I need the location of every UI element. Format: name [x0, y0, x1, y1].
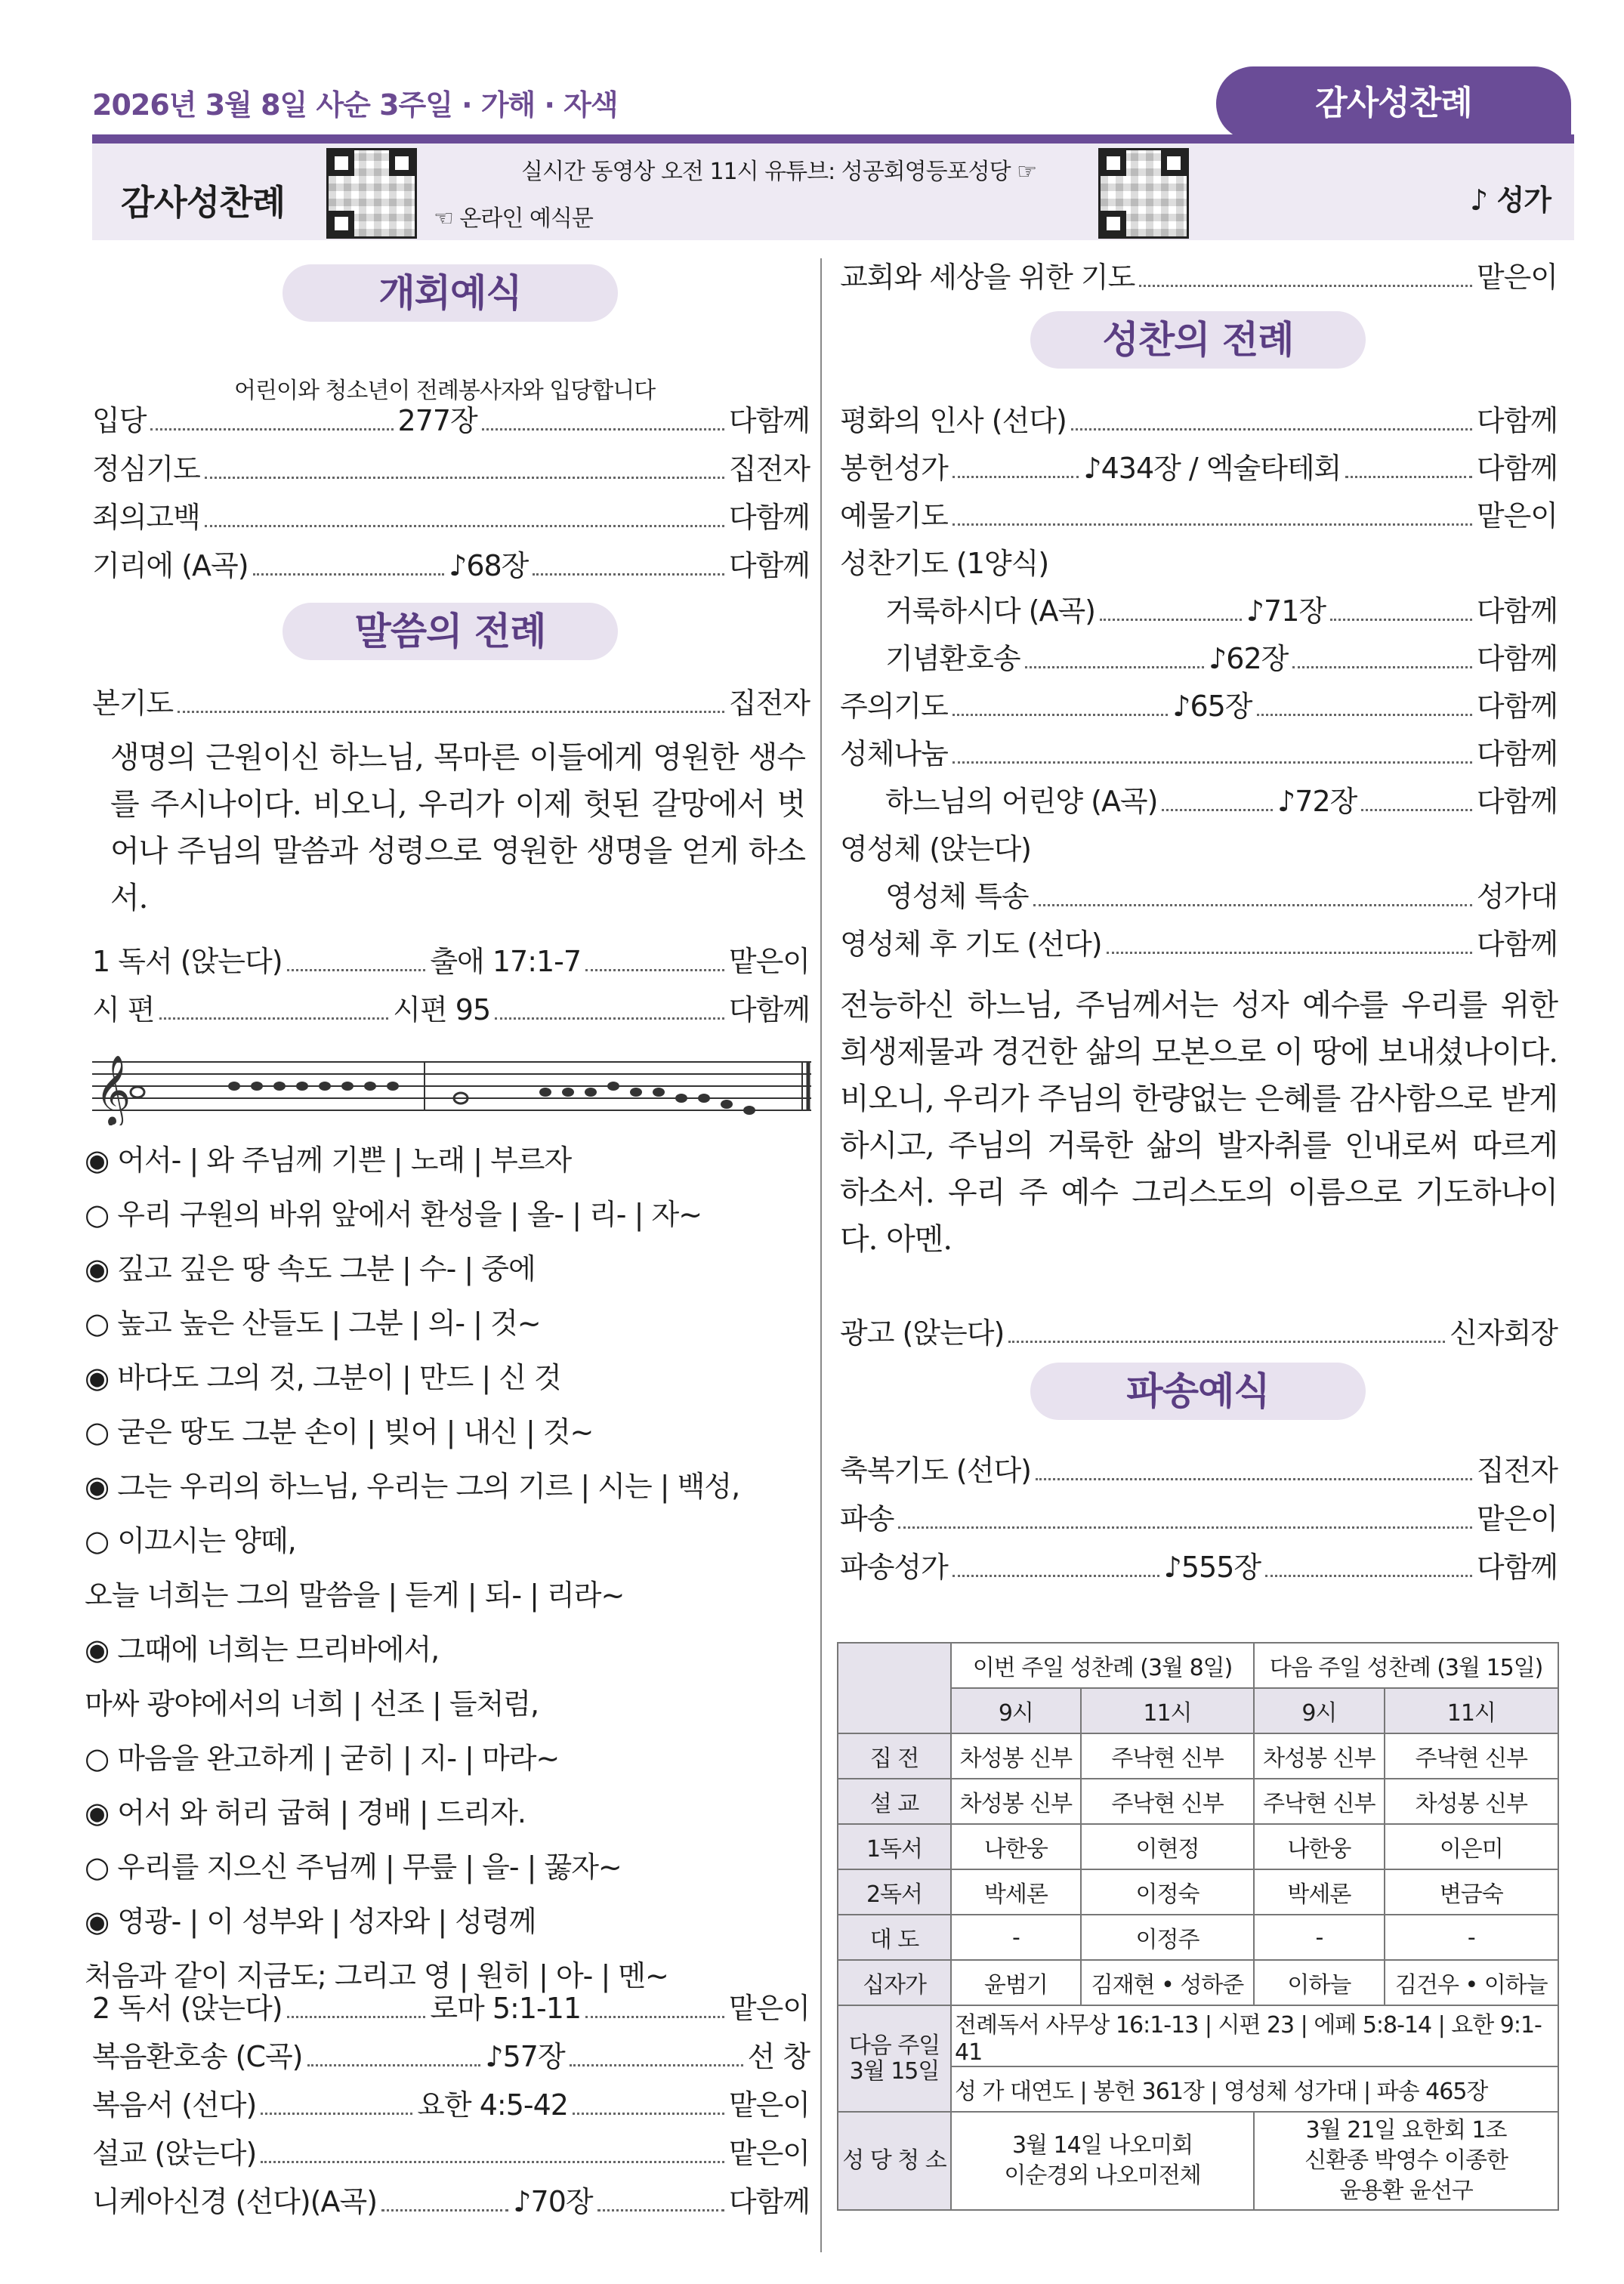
table-cell: 주낙현 신부	[1081, 1733, 1254, 1779]
row-role: 다함께	[728, 549, 810, 582]
table-cell: 주낙현 신부	[1081, 1779, 1254, 1824]
psalm-line: ◉ 바다도 그의 것, 그분이 | 만드 | 신 것	[85, 1361, 561, 1394]
table-cell: 주낙현 신부	[1254, 1779, 1384, 1824]
row-role-label: 1독서	[838, 1824, 951, 1869]
time-cell: 11시	[1385, 1688, 1558, 1733]
collect-prayer: 생명의 근원이신 하느님, 목마른 이들에게 영원한 생수를 주시나이다. 비오니, 우리가 이제 헛된 갈망에서 벗어나 주님의 말씀과 성령으로 영원한 생명을 얻게 하소서.	[110, 740, 805, 915]
row-role-label: 십자가	[838, 1960, 951, 2005]
table-row	[838, 1779, 1558, 1824]
row-role: 맡은이	[1476, 261, 1558, 294]
row-role: 다함께	[1476, 452, 1558, 485]
dot-leader	[261, 2140, 724, 2163]
dot-leader	[482, 408, 724, 431]
row-role: 맡은이	[728, 1992, 810, 2025]
dot-leader	[533, 553, 724, 576]
dot-leader	[1292, 646, 1472, 668]
dot-leader	[1025, 646, 1205, 668]
psalm-line: ◉ 어서 와 허리 굽혀 | 경배 | 드리자.	[85, 1796, 526, 1829]
liturgy-row	[92, 943, 810, 980]
dot-leader	[205, 456, 724, 479]
psalm-line: ◉ 깊고 깊은 땅 속도 그분 | 수- | 중에	[85, 1252, 536, 1286]
dot-leader	[287, 1995, 426, 2018]
psalm-line: ◉ 영광- | 이 성부와 | 성자와 | 성령께	[85, 1905, 536, 1938]
qr-code-icon[interactable]	[326, 148, 417, 239]
column-divider	[820, 258, 822, 2252]
liturgy-row	[92, 1989, 810, 2027]
dot-leader	[1071, 408, 1472, 431]
cleaning-group: 3월 14일 나오미회	[1011, 2132, 1193, 2159]
dot-leader	[205, 505, 724, 527]
dot-leader	[1033, 884, 1472, 906]
row-hymn: ♪434장 / 엑술타테회	[1083, 452, 1341, 485]
hymns-cell: 성 가 대연도 | 봉헌 361장 | 영성체 성가대 | 파송 465장	[951, 2066, 1558, 2112]
row-label: 복음서 (선다)	[92, 2088, 257, 2122]
intercession-row	[840, 258, 1558, 296]
row-label: 성찬기도 (1양식)	[840, 547, 1049, 580]
cleaning-group: 3월 21일 요한회 1조	[1305, 2117, 1507, 2144]
collect-row	[92, 684, 810, 722]
row-role: 다함께	[1476, 690, 1558, 723]
dot-leader	[570, 2044, 743, 2066]
cleaning-label: 성 당 청 소	[838, 2112, 951, 2210]
table-row	[838, 1915, 1558, 1960]
row-label: 광고 (앉는다)	[840, 1316, 1005, 1350]
psalm-line: ○ 이끄시는 양떼,	[85, 1524, 296, 1557]
row-label: 봉헌성가	[840, 452, 948, 485]
row-role: 맡은이	[1476, 499, 1558, 532]
liturgy-row	[92, 2086, 810, 2124]
table-cell: 이은미	[1385, 1824, 1558, 1869]
table-cell: 박세론	[1254, 1869, 1384, 1915]
live-stream-text: 실시간 동영상 오전 11시 유튜브: 성공회영등포성당 ☞	[521, 159, 1036, 185]
psalm-line: ○ 우리를 지으신 주님께 | 무릎 | 을- | 꿇자~	[85, 1850, 622, 1884]
table-row	[838, 1824, 1558, 1869]
dot-leader	[261, 2092, 412, 2115]
liturgy-row	[92, 991, 810, 1029]
row-label: 하느님의 어린양 (A곡)	[885, 785, 1158, 818]
row-label: 죄의고백	[92, 501, 200, 534]
next-sunday-label: 다음 주일 3월 15일	[838, 2005, 951, 2112]
row-role: 다함께	[1476, 404, 1558, 437]
liturgy-row	[92, 450, 810, 488]
dot-leader	[1330, 598, 1472, 621]
row-label: 주의기도	[840, 690, 948, 723]
row-hymn: ♪555장	[1163, 1551, 1261, 1584]
row-role-label: 대 도	[838, 1915, 951, 1960]
psalm-line: ◉ 그때에 너희는 므리바에서,	[85, 1633, 440, 1666]
dot-leader	[1257, 693, 1472, 716]
row-role: 맡은이	[1476, 1502, 1558, 1536]
row-hymn: ♪65장	[1172, 690, 1252, 723]
dot-leader	[253, 553, 445, 576]
row-role: 다함께	[728, 993, 810, 1026]
dot-leader	[585, 949, 724, 971]
psalm-line: ○ 우리 구원의 바위 앞에서 환성을 | 올- | 리- | 자~	[85, 1198, 702, 1231]
row-role: 집전자	[728, 687, 810, 720]
lectionary-cell: 전례독서 사무상 16:1-13 | 시편 23 | 에페 5:8-14 | 요한 9:1-41	[951, 2005, 1558, 2066]
dot-leader	[159, 997, 389, 1020]
liturgy-row	[92, 2183, 810, 2221]
dot-leader	[1345, 455, 1472, 478]
dot-leader	[1036, 1458, 1472, 1480]
post-communion-prayer: 전능하신 하느님, 주님께서는 성자 예수를 우리를 위한 희생제물과 경건한 삶의 모본으로 이 땅에 보내셨나이다. 비오니, 우리가 주님의 한량없는 은혜를 감사함으로 받게 하시고, 주님의 거룩한 삶의 발자취를 인내로써 따르게 하소서. 우리 주 예수 그리스도의 이름으로 기도하나이다. 아멘.	[840, 988, 1558, 1257]
row-role: 다함께	[728, 501, 810, 534]
row-label: 영성체 (앉는다)	[840, 832, 1031, 866]
liturgy-row	[840, 449, 1558, 487]
row-hymn: 요한 4:5-42	[417, 2088, 568, 2122]
liturgy-row	[840, 830, 1558, 868]
psalm-line: ○ 굳은 땅도 그분 손이 | 빚어 | 내신 | 것~	[85, 1415, 594, 1449]
row-role: 선 창	[747, 2040, 810, 2073]
table-cell: 김재현 • 성하준	[1081, 1960, 1254, 2005]
liturgy-row	[885, 878, 1558, 915]
psalm-line: ◉ 그는 우리의 하느님, 우리는 그의 기르 | 시는 | 백성,	[85, 1470, 740, 1503]
liturgy-row	[885, 640, 1558, 677]
table-cell: -	[1385, 1915, 1558, 1960]
row-hymn: 시편 95	[393, 993, 491, 1026]
table-cell: 김건우 • 이하늘	[1385, 1960, 1558, 2005]
dot-leader	[287, 949, 426, 971]
liturgy-row	[840, 735, 1558, 773]
section-eucharist: 성찬의 전례	[1030, 311, 1366, 369]
row-hymn: ♪57장	[485, 2040, 565, 2073]
row-label: 본기도	[92, 687, 174, 720]
row-hymn: 출애 17:1-7	[430, 945, 582, 978]
table-cell: -	[951, 1915, 1081, 1960]
table-cell: 주낙현 신부	[1385, 1733, 1558, 1779]
table-cell: 변금숙	[1385, 1869, 1558, 1915]
liturgy-row	[92, 2134, 810, 2172]
header-title: 감사성찬례	[121, 182, 286, 223]
row-label: 평화의 인사 (선다)	[840, 404, 1067, 437]
row-role: 집전자	[1476, 1454, 1558, 1487]
table-cell: 이정주	[1081, 1915, 1254, 1960]
this-week-header: 이번 주일 성찬례 (3월 8일)	[951, 1643, 1254, 1688]
row-role: 다함께	[1476, 737, 1558, 770]
table-corner	[838, 1643, 951, 1733]
dot-leader	[381, 2189, 508, 2211]
table-cell: 차성봉 신부	[1385, 1779, 1558, 1824]
table-cell: 이정숙	[1081, 1869, 1254, 1915]
row-label: 입당	[92, 404, 147, 437]
time-cell: 9시	[1254, 1688, 1384, 1733]
row-label: 파송성가	[840, 1551, 948, 1584]
row-label: 니케아신경 (선다)(A곡)	[92, 2185, 378, 2218]
row-label: 영성체 특송	[885, 880, 1029, 913]
row-label: 시 편	[92, 993, 155, 1026]
row-label: 예물기도	[840, 499, 948, 532]
section-word: 말씀의 전례	[283, 603, 618, 660]
dot-leader	[307, 2044, 481, 2066]
row-label: 파송	[840, 1502, 894, 1536]
row-hymn: ♪72장	[1277, 785, 1357, 818]
dot-leader	[1265, 1554, 1472, 1577]
row-label: 축복기도 (선다)	[840, 1454, 1031, 1487]
table-cell: 이하늘	[1254, 1960, 1384, 2005]
row-hymn: 로마 5:1-11	[430, 1992, 582, 2025]
row-role: 맡은이	[728, 945, 810, 978]
psalm-line: 처음과 같이 지금도; 그리고 영 | 원히 | 아- | 멘~	[85, 1959, 668, 1992]
time-cell: 9시	[951, 1688, 1081, 1733]
section-dismissal: 파송예식	[1030, 1363, 1366, 1420]
liturgy-row	[840, 687, 1558, 725]
liturgy-row	[92, 402, 810, 440]
psalm-line: ◉ 어서- | 와 주님께 기쁜 | 노래 | 부르자	[85, 1144, 572, 1177]
dot-leader	[495, 997, 724, 1020]
dot-leader	[952, 741, 1472, 764]
row-role: 다함께	[728, 404, 810, 437]
liturgy-row	[840, 402, 1558, 440]
svg-text:𝄞: 𝄞	[95, 1054, 131, 1125]
row-role: 집전자	[728, 452, 810, 486]
dot-leader	[1107, 931, 1472, 954]
opening-note: 어린이와 청소년이 전례봉사자와 입당합니다	[234, 378, 656, 404]
row-role: 다함께	[1476, 1551, 1558, 1584]
cleaning-this	[951, 2112, 1254, 2210]
row-hymn: ♪70장	[513, 2185, 593, 2218]
row-hymn: ♪68장	[449, 549, 529, 582]
table-cell: 윤범기	[951, 1960, 1081, 2005]
dot-leader	[952, 1554, 1159, 1577]
row-label: 거룩하시다 (A곡)	[885, 594, 1095, 628]
psalm-line: ○ 높고 높은 산들도 | 그분 | 의- | 것~	[85, 1307, 541, 1340]
row-label: 복음환호송 (C곡)	[92, 2040, 303, 2073]
dot-leader	[952, 503, 1472, 526]
psalm-line: 오늘 너희는 그의 말씀을 | 듣게 | 되- | 리라~	[85, 1579, 625, 1612]
table-cell: 나한웅	[1254, 1824, 1384, 1869]
row-hymn: ♪62장	[1209, 642, 1289, 675]
dot-leader	[1100, 598, 1242, 621]
section-opening: 개회예식	[283, 264, 618, 322]
roster-table	[837, 1642, 1559, 2211]
row-label: 2 독서 (앉는다)	[92, 1992, 283, 2025]
cleaning-members-2: 윤용환 윤선구	[1339, 2178, 1473, 2204]
dot-leader	[952, 455, 1079, 478]
qr-code-icon[interactable]	[1098, 148, 1189, 239]
table-cell: 차성봉 신부	[951, 1733, 1081, 1779]
liturgy-row	[840, 1500, 1558, 1538]
liturgy-row	[840, 925, 1558, 963]
row-role: 맡은이	[728, 2088, 810, 2122]
table-cell: 이현정	[1081, 1824, 1254, 1869]
row-label: 기념환호송	[885, 642, 1020, 675]
table-cell: 박세론	[951, 1869, 1081, 1915]
dot-leader	[573, 2092, 724, 2115]
row-role: 다함께	[1476, 927, 1558, 961]
row-label: 영성체 후 기도 (선다)	[840, 927, 1102, 961]
time-cell: 11시	[1081, 1688, 1254, 1733]
dot-leader	[952, 693, 1168, 716]
table-row	[838, 1869, 1558, 1915]
row-label: 기리에 (A곡)	[92, 549, 249, 582]
table-cell: -	[1254, 1915, 1384, 1960]
table-cell: 차성봉 신부	[951, 1779, 1081, 1824]
row-label: 성체나눔	[840, 737, 948, 770]
dot-leader	[898, 1506, 1471, 1529]
liturgy-row	[92, 2038, 810, 2076]
online-liturgy-text: ☜ 온라인 예식문	[434, 205, 593, 232]
row-role-label: 설 교	[838, 1779, 951, 1824]
cleaning-members: 신환종 박영수 이종한	[1304, 2147, 1508, 2174]
dot-leader	[1162, 789, 1273, 811]
dot-leader	[585, 1995, 724, 2018]
row-hymn: 277장	[397, 404, 477, 437]
roster-body	[838, 1733, 1558, 2005]
row-label: 교회와 세상을 위한 기도	[840, 261, 1135, 294]
row-role: 다함께	[728, 2185, 810, 2218]
row-label: 정심기도	[92, 452, 200, 486]
table-cell: 나한웅	[951, 1824, 1081, 1869]
table-cell: 차성봉 신부	[1254, 1733, 1384, 1779]
psalm-music-staff	[92, 1047, 811, 1125]
dot-leader	[597, 2189, 724, 2211]
cleaning-members: 이순경외 나오미전체	[1004, 2162, 1201, 2189]
section-tag: 감사성찬례	[1216, 66, 1571, 140]
liturgy-row	[840, 545, 1558, 582]
psalm-line: 마싸 광야에서의 너희 | 선조 | 들처럼,	[85, 1687, 539, 1721]
row-role: 다함께	[1476, 642, 1558, 675]
liturgy-row	[840, 497, 1558, 535]
row-role: 신자회장	[1450, 1316, 1558, 1350]
dot-leader	[1361, 789, 1472, 811]
row-hymn: ♪71장	[1246, 594, 1326, 628]
row-role: 다함께	[1476, 594, 1558, 628]
row-label: 설교 (앉는다)	[92, 2137, 257, 2170]
hymn-label: ♪ 성가	[1470, 184, 1551, 217]
liturgy-row	[840, 1548, 1558, 1586]
table-row	[838, 1960, 1558, 2005]
row-role-label: 2독서	[838, 1869, 951, 1915]
liturgy-row	[885, 592, 1558, 630]
page-date: 2026년 3월 8일 사순 3주일 · 가해 · 자색	[92, 88, 618, 122]
psalm-line: ○ 마음을 완고하게 | 굳히 | 지- | 마라~	[85, 1742, 560, 1775]
liturgy-row	[840, 1452, 1558, 1489]
table-row	[838, 1733, 1558, 1779]
row-role-label: 집 전	[838, 1733, 951, 1779]
row-role: 성가대	[1476, 880, 1558, 913]
row-label: 1 독서 (앉는다)	[92, 945, 283, 978]
header-line	[92, 134, 1574, 144]
liturgy-row	[92, 498, 810, 536]
row-role: 맡은이	[728, 2137, 810, 2170]
liturgy-row	[885, 782, 1558, 820]
next-week-header: 다음 주일 성찬례 (3월 15일)	[1254, 1643, 1558, 1688]
announcement-row	[840, 1314, 1558, 1352]
row-role: 다함께	[1476, 785, 1558, 818]
liturgy-row	[92, 547, 810, 585]
cleaning-next	[1254, 2112, 1558, 2210]
dot-leader	[150, 408, 393, 431]
